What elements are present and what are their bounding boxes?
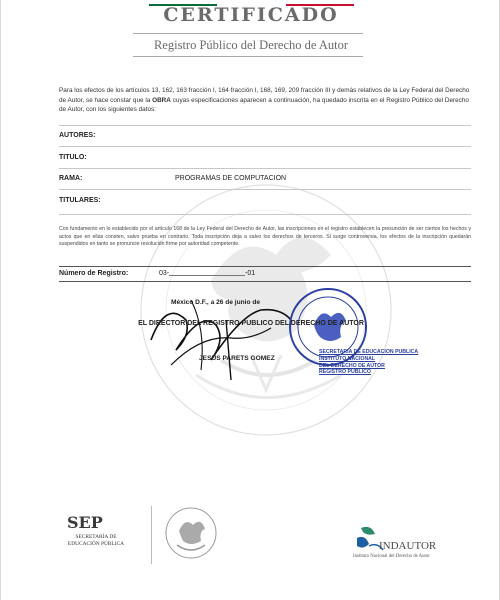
field-titulares	[59, 197, 471, 209]
sep-caption-line: EDUCACIÓN PÚBLICA	[67, 540, 125, 547]
intro-paragraph	[59, 86, 471, 115]
field-label: TITULO:	[59, 154, 87, 161]
divider	[59, 214, 471, 215]
field-rama	[59, 175, 471, 187]
field-label: TITULARES:	[59, 197, 101, 204]
stamp-line: INSTITUTO NACIONAL	[319, 355, 376, 362]
registration-prefix: 03-	[159, 270, 170, 277]
legal-paragraph: Con fundamento en lo establecido por el artículo 168 de la Ley Federal del Derecho de Autor, las inscripciones en el registro establecen la presunción de ser ciertos los hechos y actos que en ellas consten, salvo prueba en contrario. Toda inscripción deja a salvo los derechos de terceros. Si surge controversia, los efectos de la inscripción quedarán suspendidos en tanto se pronuncie resolución firme por autoridad competente.	[59, 226, 471, 248]
redaction-line	[169, 275, 245, 276]
intro-lead: Para los efectos de los artículos 13, 162, 163 fracción I, 164 fracción I, 168, 169, 209 fracción III y demás relativos de la Ley Federal del Derecho de Autor, se hace constar que la	[59, 87, 470, 104]
field-label: RAMA:	[59, 175, 83, 182]
signature-icon	[131, 280, 301, 390]
stamp-text	[319, 349, 419, 376]
subtitle-rule-top	[133, 33, 363, 34]
indautor-logo-word: INDAUTOR	[379, 540, 437, 552]
page-subtitle: Registro Público del Derecho de Autor	[153, 38, 349, 52]
divider	[59, 189, 471, 190]
sep-caption	[61, 534, 131, 547]
subtitle-rule-bottom	[133, 56, 363, 57]
field-autores	[59, 132, 471, 144]
sep-logo-word: SEP	[67, 513, 103, 532]
registration-label: Número de Registro:	[59, 270, 129, 277]
intro-keyword: OBRA	[152, 96, 171, 104]
place-date: México D.F., a 26 de junio de	[171, 299, 261, 306]
coat-of-arms-icon	[163, 505, 219, 561]
stamp-line: DEL DERECHO DE AUTOR	[319, 362, 385, 369]
page-title: CERTIFICADO	[163, 4, 339, 26]
indautor-caption: Instituto Nacional del Derecho de Autor	[353, 554, 430, 559]
divider	[59, 125, 471, 126]
sep-caption-line: SECRETARÍA DE	[75, 534, 117, 540]
footer-divider	[151, 506, 152, 564]
registration-suffix: -01	[245, 270, 256, 277]
field-label: AUTORES:	[59, 132, 96, 139]
stamp-line: SECRETARIA DE EDUCACION PUBLICA	[319, 349, 419, 355]
signer-name: JESUS PARETS GOMEZ	[199, 355, 275, 362]
field-value: PROGRAMAS DE COMPUTACION	[175, 175, 287, 182]
stamp-line: REGISTRO PUBLICO	[319, 369, 371, 376]
divider	[59, 146, 471, 147]
divider	[59, 168, 471, 169]
intro-tail: cuyas especificaciones aparecen a continuación, ha quedado inscrita en el Registro Público del Derecho de Autor, con los siguientes datos:	[59, 96, 469, 114]
field-titulo	[59, 154, 471, 166]
director-title: EL DIRECTOR DEL REGISTRO PUBLICO DEL DERECHO DE AUTOR	[138, 320, 364, 327]
